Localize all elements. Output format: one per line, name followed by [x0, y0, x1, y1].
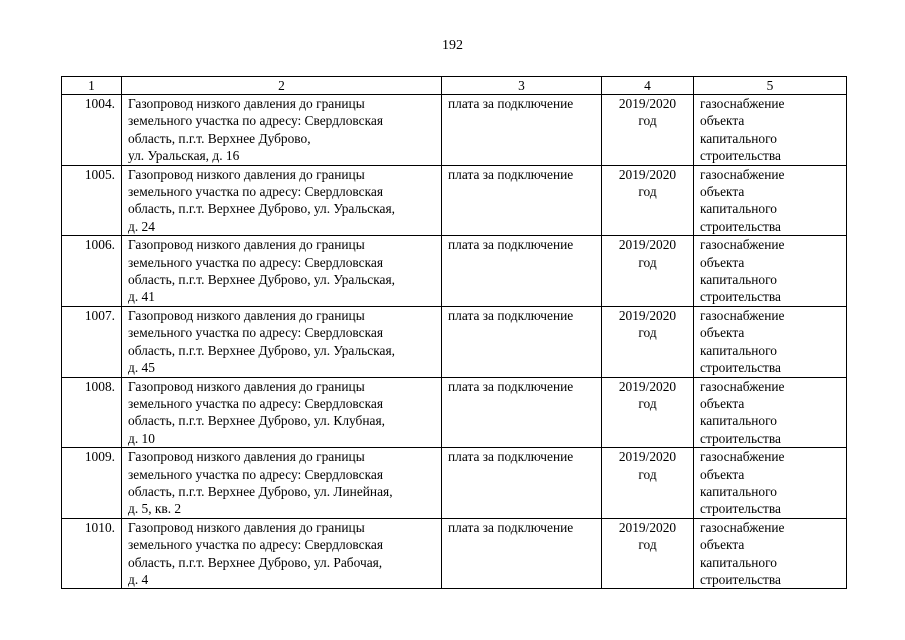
column-header-4: 4	[602, 77, 694, 95]
implementation-period: 2019/2020 год	[602, 95, 694, 166]
payment-source: плата за подключение	[442, 236, 602, 307]
row-number: 1005.	[62, 165, 122, 236]
payment-source: плата за подключение	[442, 306, 602, 377]
object-description: Газопровод низкого давления до границы земельного участка по адресу: Свердловская область, п.г.т. Верхнее Дуброво, ул. Клубная, д. 10	[122, 377, 442, 448]
table-row	[62, 306, 847, 377]
object-description: Газопровод низкого давления до границы земельного участка по адресу: Свердловская область, п.г.т. Верхнее Дуброво, ул. Уральская, д. 45	[122, 306, 442, 377]
table-row	[62, 236, 847, 307]
object-description: Газопровод низкого давления до границы земельного участка по адресу: Свердловская область, п.г.т. Верхнее Дуброво, ул. Линейная, д. 5, кв. 2	[122, 448, 442, 519]
table-header-row	[62, 77, 847, 95]
purpose: газоснабжение объекта капитального строительства	[694, 448, 847, 519]
row-number: 1009.	[62, 448, 122, 519]
implementation-period: 2019/2020 год	[602, 236, 694, 307]
purpose: газоснабжение объекта капитального строительства	[694, 377, 847, 448]
purpose: газоснабжение объекта капитального строительства	[694, 306, 847, 377]
implementation-period: 2019/2020 год	[602, 518, 694, 589]
payment-source: плата за подключение	[442, 165, 602, 236]
table-row	[62, 518, 847, 589]
page-number: 192	[442, 38, 463, 53]
object-description: Газопровод низкого давления до границы земельного участка по адресу: Свердловская область, п.г.т. Верхнее Дуброво, ул. Рабочая, д. 4	[122, 518, 442, 589]
purpose: газоснабжение объекта капитального строительства	[694, 518, 847, 589]
column-header-2: 2	[122, 77, 442, 95]
table-row	[62, 377, 847, 448]
payment-source: плата за подключение	[442, 518, 602, 589]
purpose: газоснабжение объекта капитального строительства	[694, 236, 847, 307]
implementation-period: 2019/2020 год	[602, 448, 694, 519]
object-description: Газопровод низкого давления до границы земельного участка по адресу: Свердловская область, п.г.т. Верхнее Дуброво, ул. Уральская, д. 41	[122, 236, 442, 307]
row-number: 1007.	[62, 306, 122, 377]
implementation-period: 2019/2020 год	[602, 377, 694, 448]
column-header-1: 1	[62, 77, 122, 95]
object-description: Газопровод низкого давления до границы земельного участка по адресу: Свердловская область, п.г.т. Верхнее Дуброво, ул. Уральская, д. 24	[122, 165, 442, 236]
table-row	[62, 165, 847, 236]
object-description: Газопровод низкого давления до границы земельного участка по адресу: Свердловская область, п.г.т. Верхнее Дуброво, ул. Уральская, д. 16	[122, 95, 442, 166]
investment-table	[61, 76, 847, 589]
row-number: 1006.	[62, 236, 122, 307]
column-header-5: 5	[694, 77, 847, 95]
row-number: 1008.	[62, 377, 122, 448]
payment-source: плата за подключение	[442, 95, 602, 166]
table-row	[62, 448, 847, 519]
table-row	[62, 95, 847, 166]
payment-source: плата за подключение	[442, 448, 602, 519]
purpose: газоснабжение объекта капитального строительства	[694, 95, 847, 166]
implementation-period: 2019/2020 год	[602, 165, 694, 236]
implementation-period: 2019/2020 год	[602, 306, 694, 377]
column-header-3: 3	[442, 77, 602, 95]
row-number: 1010.	[62, 518, 122, 589]
purpose: газоснабжение объекта капитального строительства	[694, 165, 847, 236]
row-number: 1004.	[62, 95, 122, 166]
payment-source: плата за подключение	[442, 377, 602, 448]
